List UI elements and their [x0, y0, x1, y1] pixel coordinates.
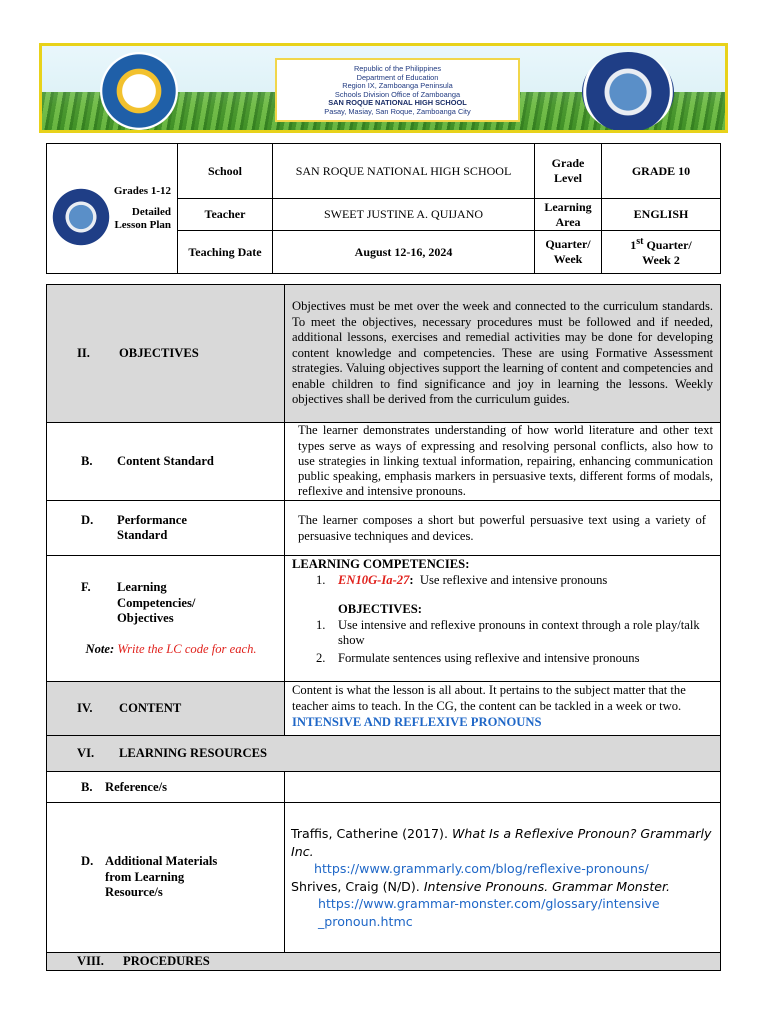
grades-label: Grades 1-12 [113, 185, 171, 197]
ref-link[interactable]: https://www.grammarly.com/blog/reflexive-pronouns/ [314, 861, 649, 876]
objectives-label [47, 285, 285, 423]
procedures-row [47, 953, 721, 971]
section-number: D. [81, 854, 94, 869]
section-title: PROCEDURES [123, 954, 210, 968]
school-value: SAN ROQUE NATIONAL HIGH SCHOOL [273, 144, 535, 199]
ref-title: What Is a Reflexive Pronoun? Grammarly Inc. [291, 826, 712, 859]
content-standard-label [47, 423, 285, 501]
content-label [47, 682, 285, 736]
objective-text: Use intensive and reflexive pronouns in context through a role play/talk show [338, 617, 700, 647]
section-title: OBJECTIVES [119, 346, 199, 360]
label-line: Additional Materials [105, 854, 218, 869]
label-line: Standard [117, 528, 168, 542]
section-number: B. [81, 779, 93, 794]
objective-item [292, 618, 712, 649]
additional-materials-label [47, 803, 285, 953]
competencies-heading: LEARNING COMPETENCIES: [292, 557, 470, 571]
quarter-value [602, 231, 721, 274]
reference-entry [291, 878, 714, 896]
content-text: Content is what the lesson is all about. It pertains to the subject matter that the teacher aims to teach. In the CG, the content can be tackled in a week or two. [292, 683, 686, 713]
date-value: August 12-16, 2024 [273, 231, 535, 274]
objective-number: 2. [316, 650, 326, 665]
lc-note [81, 641, 283, 657]
week-text: Week 2 [642, 253, 680, 267]
note-text: Write the LC code for each. [117, 641, 257, 656]
banner-school-name: SAN ROQUE NATIONAL HIGH SCHOOL [328, 98, 467, 108]
performance-standard-text: The learner composes a short but powerful persuasive text using a variety of persuasive techniques and devices. [285, 501, 721, 556]
objectives-row [47, 285, 721, 423]
grade-value: GRADE 10 [602, 144, 721, 199]
references-value [285, 772, 721, 803]
ref-title: Intensive Pronouns. Grammar Monster. [423, 878, 671, 894]
note-label: Note: [85, 641, 115, 656]
ref-author: Shrives, Craig (N/D). [291, 878, 424, 894]
performance-standard-label [47, 501, 285, 556]
grade-label: Grade Level [535, 144, 602, 199]
section-title: Content Standard [117, 454, 214, 468]
lc-number: 1. [316, 572, 326, 587]
competencies-content [285, 556, 721, 682]
label-line: Learning [117, 580, 167, 595]
content-row [47, 682, 721, 736]
label-line: Resource/s [105, 885, 163, 900]
objective-number: 1. [316, 617, 326, 632]
section-title: Reference/s [105, 779, 168, 794]
deped-seal-icon [582, 52, 674, 132]
references-label [47, 772, 285, 803]
label-line: Competencies/ [117, 595, 196, 610]
quarter-number: 1 [630, 238, 637, 252]
section-number: II. [77, 346, 90, 360]
section-number: VI. [77, 746, 95, 760]
ref-link[interactable] [291, 895, 714, 930]
school-info-box [275, 58, 520, 122]
logo-cell [47, 144, 178, 274]
objective-item [292, 651, 712, 667]
additional-materials-row [47, 803, 721, 953]
reference-entry [291, 825, 714, 860]
banner-line: Schools Division Office of Zamboanga [334, 89, 461, 99]
teacher-label: Teacher [178, 199, 273, 231]
objective-text: Formulate sentences using reflexive and intensive pronouns [338, 650, 640, 665]
area-value: ENGLISH [602, 199, 721, 231]
section-number: VIII. [77, 954, 104, 968]
resources-label [47, 736, 721, 772]
ref-link-line[interactable]: _pronoun.htmc [318, 913, 413, 929]
resources-row [47, 736, 721, 772]
section-number: IV. [77, 701, 93, 715]
date-label: Teaching Date [178, 231, 273, 274]
quarter-text: Quarter/ [643, 238, 692, 252]
label-line: Performance [117, 513, 187, 527]
objectives-text: Objectives must be met over the week and connected to the curriculum standards. To meet the objectives, necessary procedures must be followed and if needed, additional lessons, exercises and remedial activities may be done for developing content knowledge and competencies. These are using Formative Assessment strategies. Valuing objectives support the learning of content and competencies and enable children to find significance and joy in learning the lessons. Weekly objectives shall be derived from the curriculum guides. [285, 285, 721, 423]
procedures-label [47, 953, 721, 971]
section-number: B. [81, 454, 93, 468]
objectives-heading: OBJECTIVES: [338, 602, 422, 616]
area-label: Learning Area [535, 199, 602, 231]
banner-line: Region IX, Zamboanga Peninsula [342, 81, 453, 91]
banner-line: Department of Education [356, 72, 439, 82]
ref-author: Traffis, Catherine (2017). [291, 826, 452, 841]
content-standard-text: The learner demonstrates understanding of how world literature and other text types serve as ways of expressing and resolving personal conflicts, also how to use strategies in linking textual information, repairing, enhancing communication public speaking, emphasis markers in persuasive texts, different forms of modals, reflexive and intensive pronouns. [285, 423, 721, 501]
label-line: from Learning [105, 869, 185, 884]
competencies-row [47, 556, 721, 682]
plan-title-line1: Detailed [131, 206, 171, 218]
quarter-suffix: st [636, 236, 644, 247]
banner-line: Republic of the Philippines [353, 64, 442, 73]
additional-materials-content [285, 803, 721, 953]
plan-title-line2: Lesson Plan [114, 219, 171, 231]
lc-code: EN10G-Ia-27 [338, 572, 410, 587]
performance-standard-row [47, 501, 721, 556]
lc-text: Use reflexive and intensive pronouns [419, 572, 608, 587]
references-row [47, 772, 721, 803]
content-cell [285, 682, 721, 736]
section-title: LEARNING RESOURCES [119, 746, 268, 760]
competencies-label [47, 556, 285, 682]
section-number: D. [81, 513, 94, 527]
ref-link-line[interactable]: https://www.grammar-monster.com/glossary/intensive [318, 896, 660, 911]
deped-logo-icon [51, 187, 111, 247]
section-title: CONTENT [119, 701, 182, 715]
school-seal-icon [100, 52, 178, 130]
quarter-label: Quarter/ Week [535, 231, 602, 274]
label-line: Objectives [117, 611, 174, 626]
lc-colon: : [409, 572, 414, 587]
banner-address: Pasay, Masiay, San Roque, Zamboanga City [324, 106, 471, 116]
teacher-value: SWEET JUSTINE A. QUIJANO [273, 199, 535, 231]
content-topic: INTENSIVE AND REFLEXIVE PRONOUNS [292, 715, 542, 729]
lc-item [292, 573, 712, 589]
header-banner [39, 43, 728, 133]
content-standard-row [47, 423, 721, 501]
lesson-plan-table [46, 284, 721, 971]
section-number: F. [81, 580, 91, 595]
lesson-header-table [46, 143, 721, 274]
school-label: School [178, 144, 273, 199]
